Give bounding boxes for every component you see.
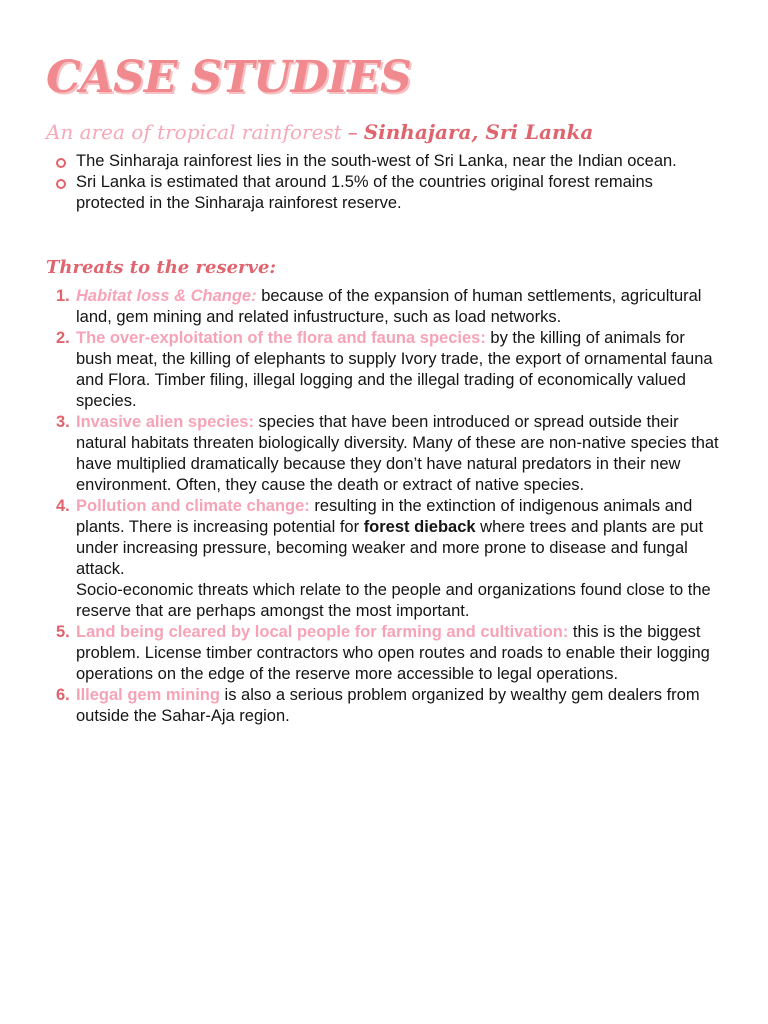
threat-lead: Habitat loss & Change: <box>76 287 257 305</box>
threat-text: is also a serious problem organized by wealthy gem dealers from outside the Sahar-Aja region. <box>76 686 700 725</box>
threat-number: 3. <box>56 413 70 431</box>
intro-bullet <box>56 172 716 214</box>
threat-lead: Illegal gem mining <box>76 686 220 704</box>
threat-text: where trees and plants are put under increasing pressure, becoming weaker and more prone to disease and fungal attack. <box>76 518 704 578</box>
threat-lead: Pollution and climate change: <box>76 497 310 515</box>
threat-item <box>56 685 720 727</box>
threats-list <box>56 286 720 727</box>
threat-text: by the killing of animals for bush meat, the killing of elephants to supply Ivory trade, the export of ornamental fauna and Flora. Timber filing, illegal logging and the illegal trading of economically valued species. <box>76 329 713 410</box>
threat-bold-term: forest dieback <box>363 518 476 536</box>
intro-bullet-list <box>56 151 716 214</box>
threat-lead: The over-exploitation of the flora and fauna species: <box>76 329 486 347</box>
bullet-ring-icon <box>56 158 66 168</box>
intro-bullet-text: Sri Lanka is estimated that around 1.5% of the countries original forest remains protected in the Sinharaja rainforest reserve. <box>76 173 653 212</box>
threat-item <box>56 622 720 685</box>
bullet-ring-icon <box>56 179 66 189</box>
subtitle-area: An area of tropical rainforest <box>46 120 342 144</box>
threat-number: 6. <box>56 686 70 704</box>
subtitle-dash: – <box>347 120 358 144</box>
threat-item <box>56 496 720 622</box>
threat-text: this is the biggest problem. License timber contractors who open routes and roads to enable their logging operations on the edge of the reserve more accessible to legal operations. <box>76 623 710 683</box>
subtitle-place: Sinhajara, Sri Lanka <box>363 120 594 144</box>
threat-number: 4. <box>56 497 70 515</box>
threat-text: because of the expansion of human settlements, agricultural land, gem mining and related infustructure, such as load networks. <box>76 287 702 326</box>
case-study-subtitle <box>46 120 593 144</box>
threat-item <box>56 286 720 328</box>
intro-bullet <box>56 151 716 172</box>
threats-heading: Threats to the reserve: <box>46 257 277 278</box>
threat-lead: Invasive alien species: <box>76 413 254 431</box>
threat-item <box>56 328 720 412</box>
threat-lead: Land being cleared by local people for farming and cultivation: <box>76 623 569 641</box>
threat-text: resulting in the extinction of indigenous animals and plants. There is increasing potential for <box>76 497 693 536</box>
threat-number: 1. <box>56 287 70 305</box>
page-title: CASE STUDIES <box>46 52 411 103</box>
threat-text: species that have been introduced or spread outside their natural habitats threaten biologically diversity. Many of these are non-native species that have multiplied dramatically because they don’t have natural predators in their new environment. Often, they cause the death or extract of native species. <box>76 413 719 494</box>
threat-extra-paragraph: Socio-economic threats which relate to the people and organizations found close to the reserve that are perhaps amongst the most important. <box>76 581 711 620</box>
threat-number: 5. <box>56 623 70 641</box>
threat-number: 2. <box>56 329 70 347</box>
intro-bullet-text: The Sinharaja rainforest lies in the south-west of Sri Lanka, near the Indian ocean. <box>76 152 677 170</box>
threat-item <box>56 412 720 496</box>
